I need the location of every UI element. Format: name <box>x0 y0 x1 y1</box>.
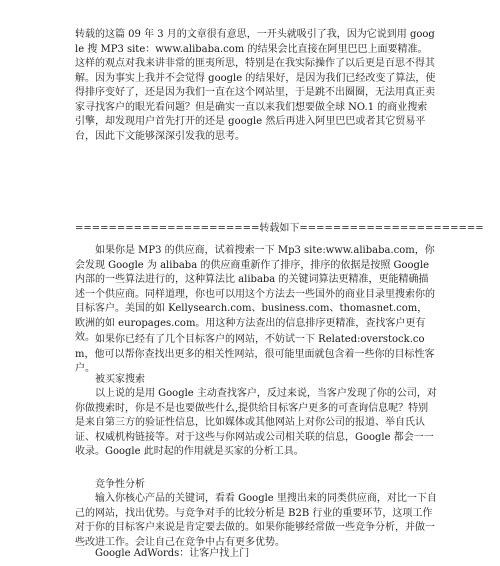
heading-buyer-search: 被买家搜索 <box>95 374 145 385</box>
intro-paragraph: 转载的这篇 09 年 3 月的文章很有意思，一开头就吸引了我，因为它说到用 google 搜 MP3 site：www.alibaba.com 的结果会比直接在阿里巴巴上面要精准。这样的观点对我来讲非常的匪夷所思，特别是在我实际操作了以后更是百思不得其解。因为事实上我并不会觉得 google 的结果好，是因为我们已经改变了算法，使得排序变好了，还是因为我们一直在这个网站里，于是跳不出圈圈，无法用真正卖家寻找客户的眼光看问题？但是确实一直以来我们想要做全球 NO.1 的商业搜索引擎，却发现用户首先打开的还是 google 然后再进入阿里巴巴或者其它贸易平台，因此下文能够深深引发我的思考。 <box>75 29 436 142</box>
paragraph-mp3-search: 如果你是 MP3 的供应商，试着搜索一下 Mp3 site:www.alibaba.com，你会发现 Google 为 alibaba 的供应商重新作了排序，排序的依据是按照 Google 内部的一些算法进行的，这种算法比 alibaba 的关键词算法更精准，更能精确描述一个供应商。同样道理，你也可以用这个方法去一些国外的商业目录里搜索你的目标客户。美国的如 Kellysearch.com、business.com、thomasnet.com，欧洲的如 europages.com。用这种方法查出的信息排序更精准，查找客户更有效。 <box>75 245 435 343</box>
paragraph-competitive-analysis: 输入你核心产品的关键词，看看 Google 里搜出来的同类供应商，对比一下自己的网站，找出优势。与竞争对手的比较分析是 B2B 行业的重要环节，这项工作对于你的目标客户来说是肯定要去做的。如果你能够经常做一些竞争分析，并做一些改进工作。会让自己在竞争中占有更多优势。 <box>75 493 437 548</box>
paragraph-related-search: 如果你已经有了几个目标客户的网站，不妨试一下 Related:overstock.com，他可以帮你查找出更多的相关性网站，很可能里面就包含着一些你的目标性客户。 <box>75 334 435 374</box>
paragraph-buyer-search: 以上说的是用 Google 主动查找客户，反过来说，当客户发现了你的公司，对你做搜索时，你是不是也要做些什么,提供给目标客户更多的可查询信息呢？特别是来自第三方的验证性信息，比如媒体或其他网站上对你公司的报道、举自氏认证、权威机构链接等。对于这些与你网站或公司相关联的信息，Google 都会一一收录。Google 此时起的作用就是买家的分析工具。 <box>75 388 437 457</box>
heading-competitive-analysis: 竞争性分析 <box>95 479 145 490</box>
heading-adwords: Google AdWords：让客户找上门 <box>95 548 250 559</box>
section-divider: ======================转载如下====================== <box>75 223 484 234</box>
